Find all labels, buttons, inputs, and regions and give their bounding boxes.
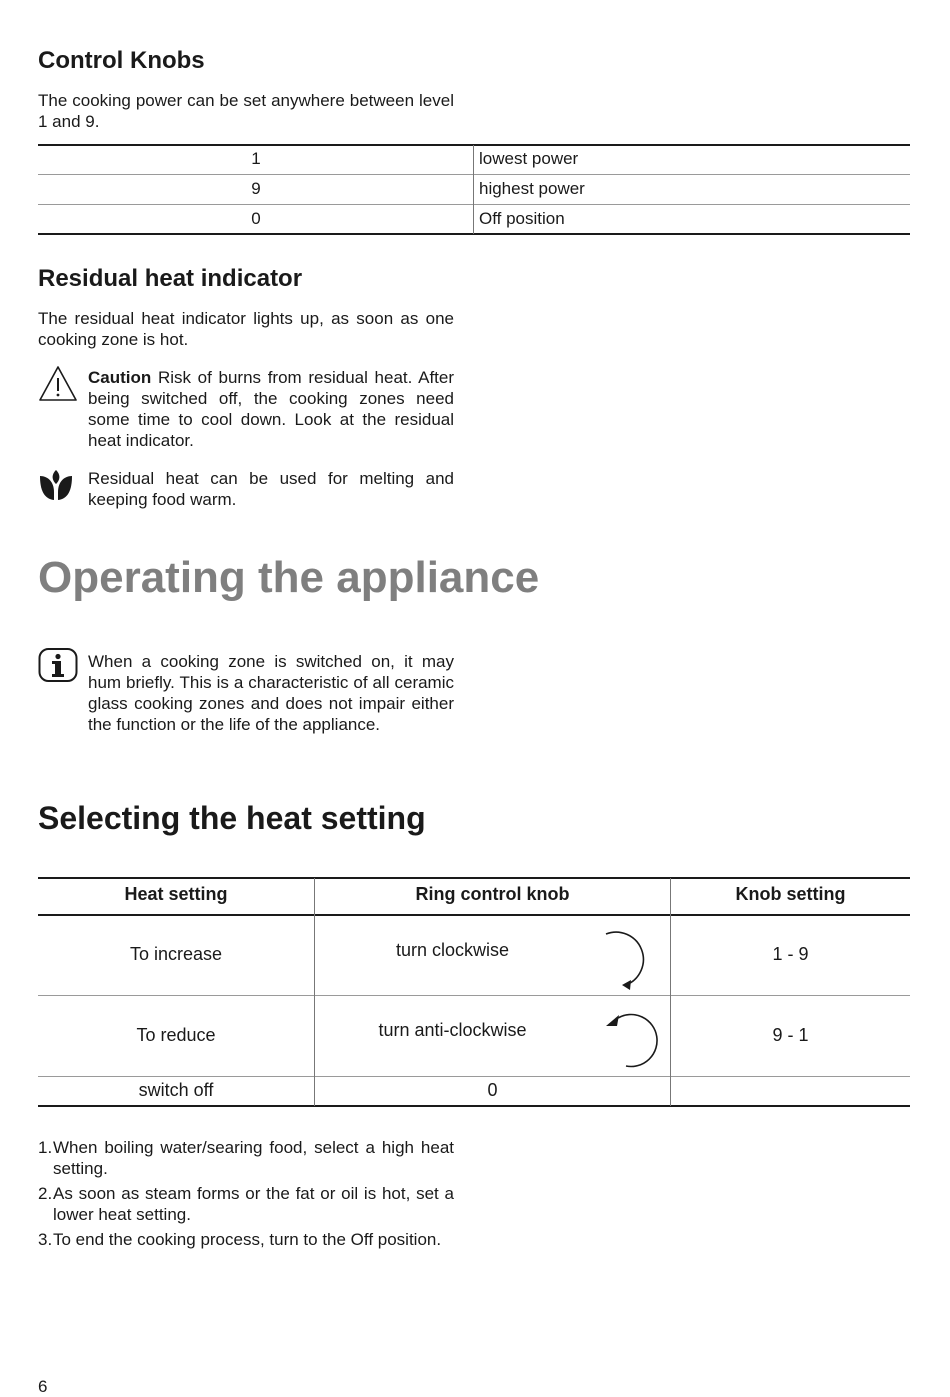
header-ring-control-knob: Ring control knob [415, 884, 570, 904]
control-knobs-intro: The cooking power can be set anywhere between level 1 and 9. [38, 91, 454, 131]
heat-setting-title: Selecting the heat setting [38, 800, 426, 836]
eco-note: Residual heat can be used for melting and keeping food warm. [88, 469, 454, 509]
list-item [38, 1137, 454, 1179]
column-divider [473, 145, 474, 234]
caution-note [88, 367, 454, 451]
setting-cell: 9 - 1 [772, 1025, 809, 1045]
caution-text: Risk of burns from residual heat. After being switched off, the cooking zones need some time to cool down. Look at the residual heat indicator. [88, 368, 454, 450]
step-text: To end the cooking process, turn to the Off position. [53, 1230, 442, 1249]
operating-title: Operating the appliance [38, 553, 540, 602]
residual-heat-title: Residual heat indicator [38, 265, 303, 292]
action-cell: To reduce [136, 1025, 216, 1045]
environment-leaf-icon [38, 466, 78, 506]
step-number: 1. [38, 1138, 53, 1157]
table-row [38, 205, 910, 235]
meaning-cell: highest power [479, 179, 585, 198]
meaning-cell: Off position [479, 209, 565, 228]
action-cell: switch off [138, 1080, 214, 1100]
step-text: As soon as steam forms or the fat or oil is hot, set a lower heat setting. [53, 1184, 454, 1224]
page-number: 6 [38, 1377, 48, 1396]
steps-list [38, 1137, 454, 1254]
setting-cell: 1 - 9 [772, 944, 809, 964]
meaning-cell: lowest power [479, 149, 579, 168]
level-cell: 9 [251, 179, 261, 198]
information-icon [38, 647, 78, 687]
knob-cell: turn anti-clockwise [378, 1020, 527, 1040]
step-number: 2. [38, 1184, 53, 1203]
action-cell: To increase [129, 944, 223, 964]
anticlockwise-arrow-icon [598, 1006, 664, 1077]
knob-cell: turn clockwise [395, 940, 510, 960]
warning-triangle-icon [38, 365, 78, 405]
clockwise-arrow-icon [598, 926, 664, 997]
level-cell: 1 [251, 149, 261, 168]
residual-heat-intro: The residual heat indicator lights up, as soon as one cooking zone is hot. [38, 309, 454, 349]
list-item [38, 1183, 454, 1225]
list-item [38, 1229, 454, 1250]
step-number: 3. [38, 1230, 53, 1249]
level-cell: 0 [251, 209, 261, 228]
table-row [38, 145, 910, 175]
control-knobs-title: Control Knobs [38, 47, 205, 74]
column-divider [670, 878, 671, 1106]
header-heat-setting: Heat setting [124, 884, 228, 904]
caution-label: Caution [88, 368, 152, 387]
table-row [38, 175, 910, 205]
header-knob-setting: Knob setting [735, 884, 846, 904]
step-text: When boiling water/searing food, select a high heat setting. [53, 1138, 454, 1178]
info-note: When a cooking zone is switched on, it may hum briefly. This is a characteristic of all ceramic glass cooking zones and does not impair either the function or the life of the appliance. [88, 652, 454, 734]
knob-cell: 0 [487, 1080, 498, 1100]
column-divider [314, 878, 315, 1106]
